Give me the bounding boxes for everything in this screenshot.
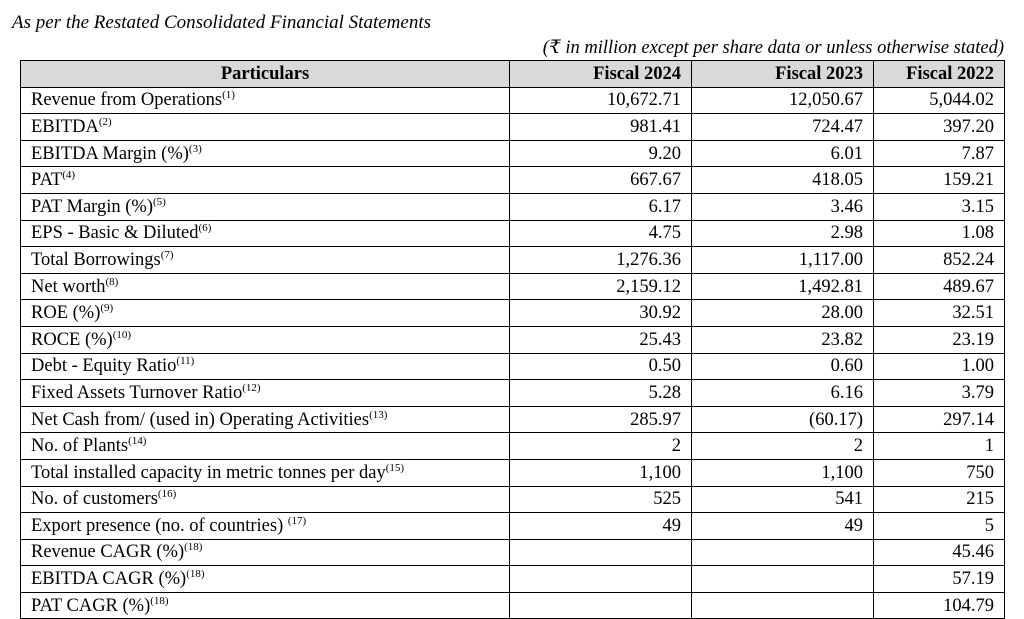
table-row (21, 592, 1005, 619)
value-fiscal-2024: 1,100 (510, 459, 692, 486)
row-label-cell (21, 486, 510, 513)
footnote-marker: (11) (176, 355, 195, 368)
table-row (21, 326, 1005, 353)
value-fiscal-2023 (692, 539, 874, 566)
value-fiscal-2023 (692, 566, 874, 593)
row-label: Revenue from Operations (31, 90, 223, 111)
table-row (21, 486, 1005, 513)
value-fiscal-2024: 981.41 (510, 114, 692, 141)
footnote-marker: (18) (186, 568, 205, 581)
table-row (21, 273, 1005, 300)
value-fiscal-2024 (510, 566, 692, 593)
table-row (21, 87, 1005, 114)
row-label-cell (21, 220, 510, 247)
value-fiscal-2024 (510, 592, 692, 619)
row-label: Revenue CAGR (%) (31, 542, 185, 563)
row-label-cell (21, 114, 510, 141)
row-label: No. of Plants (31, 436, 129, 457)
table-row (21, 513, 1005, 540)
footnote-marker: (16) (157, 488, 177, 501)
table-caption: As per the Restated Consolidated Financial Statements (12, 12, 431, 33)
value-fiscal-2023: 12,050.67 (692, 87, 874, 114)
footnote-marker: (10) (112, 328, 132, 341)
value-fiscal-2022: 215 (874, 486, 1005, 513)
value-fiscal-2023: 49 (692, 513, 874, 540)
value-fiscal-2022: 1.08 (874, 220, 1005, 247)
row-label-cell (21, 140, 510, 167)
value-fiscal-2024 (510, 539, 692, 566)
value-fiscal-2024: 30.92 (510, 300, 692, 327)
footnote-marker: (15) (385, 461, 405, 474)
table-row (21, 566, 1005, 593)
row-label: Fixed Assets Turnover Ratio (31, 382, 243, 403)
value-fiscal-2024: 10,672.71 (510, 87, 692, 114)
table-row (21, 114, 1005, 141)
value-fiscal-2022: 104.79 (874, 592, 1005, 619)
row-label-cell (21, 247, 510, 274)
row-label-cell (21, 300, 510, 327)
row-label-cell (21, 380, 510, 407)
value-fiscal-2024: 49 (510, 513, 692, 540)
row-label: PAT Margin (%) (31, 196, 153, 217)
value-fiscal-2024: 6.17 (510, 193, 692, 220)
table-row (21, 539, 1005, 566)
value-fiscal-2023: 6.01 (692, 140, 874, 167)
footnote-marker: (7) (160, 248, 174, 261)
value-fiscal-2023: 0.60 (692, 353, 874, 380)
value-fiscal-2022: 57.19 (874, 566, 1005, 593)
value-fiscal-2022: 489.67 (874, 273, 1005, 300)
table-row (21, 247, 1005, 274)
footnote-marker: (12) (242, 381, 261, 394)
value-fiscal-2023 (692, 592, 874, 619)
table-row (21, 300, 1005, 327)
table-row (21, 380, 1005, 407)
value-fiscal-2023: 23.82 (692, 326, 874, 353)
row-label: EBITDA (31, 116, 99, 137)
value-fiscal-2023: 1,117.00 (692, 247, 874, 274)
value-fiscal-2022: 397.20 (874, 114, 1005, 141)
row-label-cell (21, 167, 510, 194)
value-fiscal-2023: 2.98 (692, 220, 874, 247)
value-fiscal-2024: 25.43 (510, 326, 692, 353)
row-label-cell (21, 513, 510, 540)
value-fiscal-2023: 1,100 (692, 459, 874, 486)
row-label-cell (21, 459, 510, 486)
row-label: Net Cash from/ (used in) Operating Activities (31, 409, 370, 430)
value-fiscal-2023: (60.17) (692, 406, 874, 433)
footnote-marker: (3) (188, 142, 202, 155)
value-fiscal-2023: 541 (692, 486, 874, 513)
value-fiscal-2022: 297.14 (874, 406, 1005, 433)
row-label-cell (21, 566, 510, 593)
value-fiscal-2024: 1,276.36 (510, 247, 692, 274)
value-fiscal-2023: 418.05 (692, 167, 874, 194)
value-fiscal-2022: 23.19 (874, 326, 1005, 353)
row-label-cell (21, 273, 510, 300)
row-label-cell (21, 539, 510, 566)
value-fiscal-2023: 28.00 (692, 300, 874, 327)
row-label: ROCE (%) (31, 329, 113, 350)
footnote-marker: (4) (62, 169, 76, 182)
header-particulars: Particulars (21, 61, 510, 88)
table-row (21, 459, 1005, 486)
unit-note: (₹ in million except per share data or unless otherwise stated) (542, 38, 1004, 58)
row-label: PAT (31, 170, 63, 191)
table-row (21, 433, 1005, 460)
row-label: Debt - Equity Ratio (31, 356, 177, 377)
row-label: Total installed capacity in metric tonnes per day (31, 462, 386, 483)
value-fiscal-2022: 852.24 (874, 247, 1005, 274)
row-label-cell (21, 193, 510, 220)
value-fiscal-2024: 2,159.12 (510, 273, 692, 300)
footnote-marker: (2) (98, 115, 112, 128)
value-fiscal-2024: 4.75 (510, 220, 692, 247)
table-row (21, 406, 1005, 433)
table-header-row (21, 61, 1005, 88)
value-fiscal-2023: 6.16 (692, 380, 874, 407)
value-fiscal-2022: 3.79 (874, 380, 1005, 407)
value-fiscal-2022: 1 (874, 433, 1005, 460)
table-row (21, 220, 1005, 247)
row-label-cell (21, 406, 510, 433)
row-label: Export presence (no. of countries) (31, 515, 288, 536)
value-fiscal-2024: 667.67 (510, 167, 692, 194)
value-fiscal-2024: 285.97 (510, 406, 692, 433)
value-fiscal-2022: 1.00 (874, 353, 1005, 380)
row-label: EBITDA Margin (%) (31, 143, 189, 164)
footnote-marker: (13) (369, 408, 388, 421)
footnote-marker: (18) (184, 541, 203, 554)
table-row (21, 167, 1005, 194)
header-fiscal-2023: Fiscal 2023 (692, 61, 874, 88)
value-fiscal-2023: 3.46 (692, 193, 874, 220)
value-fiscal-2024: 9.20 (510, 140, 692, 167)
header-fiscal-2024: Fiscal 2024 (510, 61, 692, 88)
footnote-marker: (1) (222, 89, 235, 102)
footnote-marker: (9) (100, 302, 114, 315)
value-fiscal-2024: 0.50 (510, 353, 692, 380)
value-fiscal-2023: 724.47 (692, 114, 874, 141)
value-fiscal-2023: 1,492.81 (692, 273, 874, 300)
value-fiscal-2022: 7.87 (874, 140, 1005, 167)
value-fiscal-2022: 750 (874, 459, 1005, 486)
value-fiscal-2023: 2 (692, 433, 874, 460)
footnote-marker: (17) (287, 514, 307, 527)
row-label-cell (21, 326, 510, 353)
footnote-marker: (6) (198, 222, 212, 235)
row-label: Net worth (31, 276, 106, 297)
row-label: EBITDA CAGR (%) (31, 569, 187, 590)
table-row (21, 140, 1005, 167)
value-fiscal-2022: 5 (874, 513, 1005, 540)
row-label: Total Borrowings (31, 249, 161, 270)
row-label-cell (21, 353, 510, 380)
footnote-marker: (18) (150, 594, 169, 607)
value-fiscal-2024: 525 (510, 486, 692, 513)
row-label: PAT CAGR (%) (31, 595, 151, 616)
value-fiscal-2022: 3.15 (874, 193, 1005, 220)
header-fiscal-2022: Fiscal 2022 (874, 61, 1005, 88)
value-fiscal-2022: 45.46 (874, 539, 1005, 566)
footnote-marker: (5) (152, 195, 166, 208)
row-label-cell (21, 592, 510, 619)
row-label: EPS - Basic & Diluted (31, 223, 199, 244)
row-label: ROE (%) (31, 303, 101, 324)
row-label-cell (21, 433, 510, 460)
table-row (21, 193, 1005, 220)
footnote-marker: (14) (128, 435, 147, 448)
table-row (21, 353, 1005, 380)
footnote-marker: (8) (105, 275, 119, 288)
financial-summary-table (20, 60, 1005, 619)
row-label-cell (21, 87, 510, 114)
value-fiscal-2024: 2 (510, 433, 692, 460)
value-fiscal-2022: 32.51 (874, 300, 1005, 327)
value-fiscal-2022: 5,044.02 (874, 87, 1005, 114)
row-label: No. of customers (31, 489, 158, 510)
value-fiscal-2022: 159.21 (874, 167, 1005, 194)
value-fiscal-2024: 5.28 (510, 380, 692, 407)
